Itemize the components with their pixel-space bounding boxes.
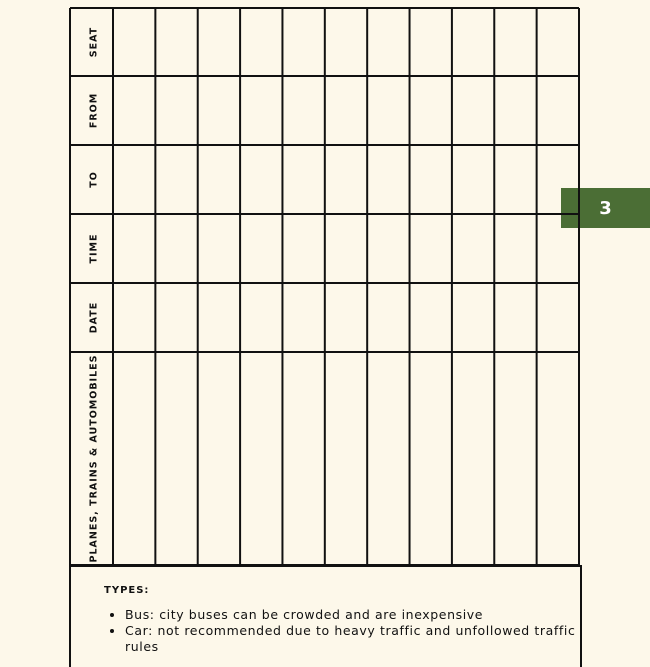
row-label: TO <box>88 171 100 188</box>
row-label: DATE <box>88 301 100 334</box>
row-label: FROM <box>88 92 100 129</box>
types-heading: TYPES: <box>104 585 150 596</box>
types-section <box>69 565 582 667</box>
row-label: PLANES, TRAINS & AUTOMOBILES <box>88 354 100 563</box>
travel-log-table <box>69 7 580 566</box>
types-list-item: • Car: not recommended due to heavy traffic and unfollowed traffic rules <box>125 623 580 655</box>
row-label: SEAT <box>88 26 100 58</box>
types-list <box>109 607 580 655</box>
row-label: TIME <box>88 233 100 264</box>
page-number: 3 <box>599 197 612 219</box>
types-list-item: • Bus: city buses can be crowded and are inexpensive <box>125 607 580 623</box>
